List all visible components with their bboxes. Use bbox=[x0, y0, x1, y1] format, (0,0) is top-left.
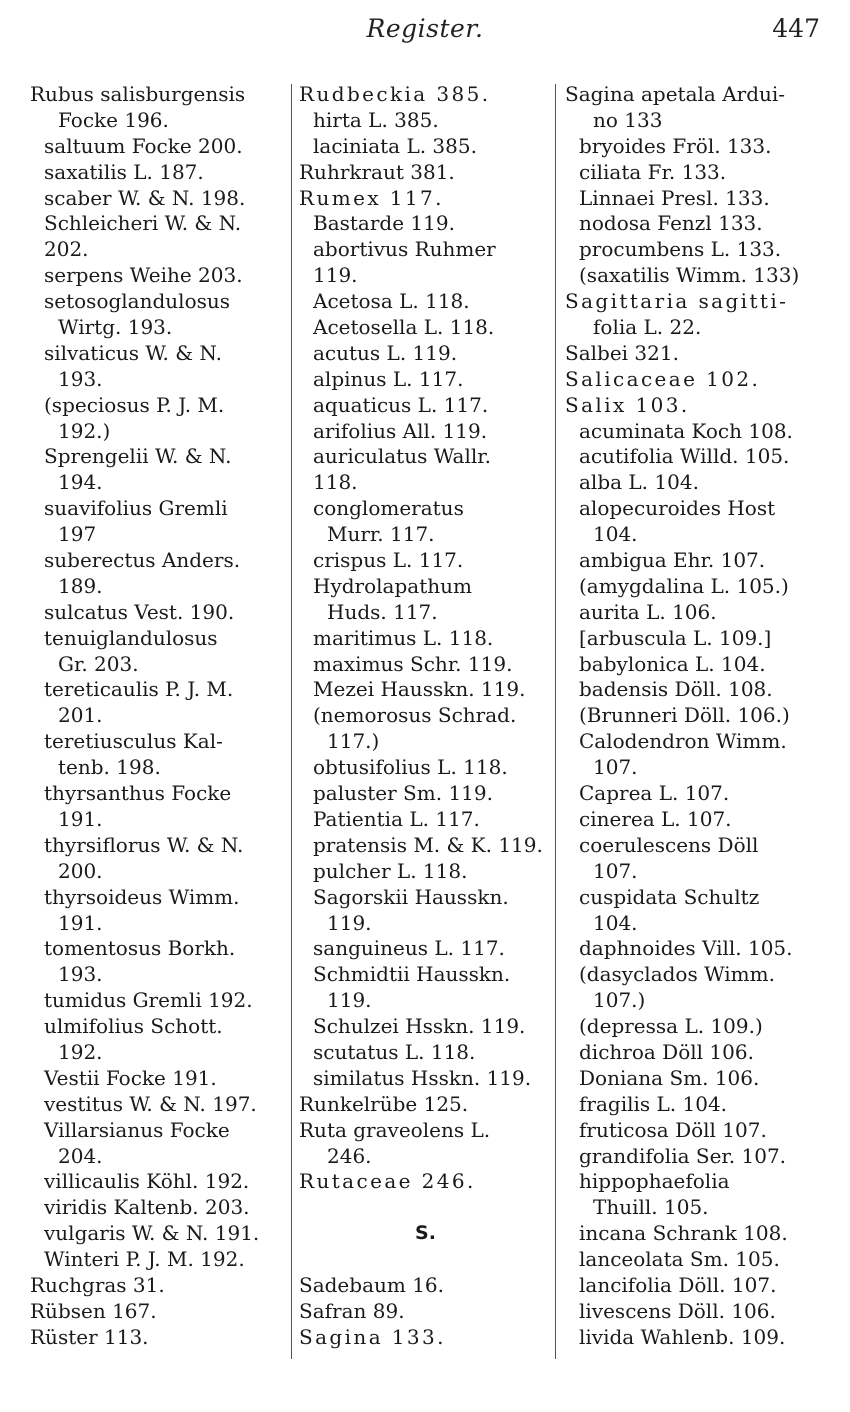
index-entry-line: tereticaulis P. J. M. bbox=[44, 677, 234, 702]
index-entry-line: Schmidtii Hausskn. bbox=[313, 962, 511, 987]
index-entry-line: 200. bbox=[58, 858, 103, 883]
index-entry-line: [arbuscula L. 109.] bbox=[579, 625, 772, 650]
index-entry-line: Doniana Sm. 106. bbox=[579, 1065, 760, 1090]
index-entry-line: 119. bbox=[313, 263, 358, 288]
index-entry-line: Wirtg. 193. bbox=[58, 315, 173, 340]
index-entry-line: babylonica L. 104. bbox=[579, 651, 766, 676]
index-entry-line: Linnaei Presl. 133. bbox=[579, 185, 770, 210]
index-entry-line: alopecuroides Host bbox=[579, 496, 776, 521]
index-entry-line: auriculatus Wallr. bbox=[313, 444, 491, 469]
index-entry-line: badensis Döll. 108. bbox=[579, 677, 773, 702]
index-entry-line: coerulescens Döll bbox=[579, 832, 759, 857]
index-entry-line: 104. bbox=[593, 910, 638, 935]
index-entry-line: tumidus Gremli 192. bbox=[44, 988, 253, 1013]
index-entry-line: fruticosa Döll 107. bbox=[579, 1117, 767, 1142]
index-entry-line: vestitus W. & N. 197. bbox=[44, 1091, 257, 1116]
index-entry-line: thyrsiflorus W. & N. bbox=[44, 832, 244, 857]
index-entry-line: suavifolius Gremli bbox=[44, 496, 228, 521]
index-entry-line: bryoides Fröl. 133. bbox=[579, 133, 772, 158]
index-entry-line: 104. bbox=[593, 522, 638, 547]
index-entry-line: 204. bbox=[58, 1143, 103, 1168]
index-entry-line: Acetosa L. 118. bbox=[313, 289, 470, 314]
index-entry-line: acutifolia Willd. 105. bbox=[579, 444, 790, 469]
index-entry-line: vulgaris W. & N. 191. bbox=[44, 1221, 260, 1246]
index-entry-line: cuspidata Schultz bbox=[579, 884, 760, 909]
index-entry-line: Thuill. 105. bbox=[593, 1195, 709, 1220]
index-entry-line: pulcher L. 118. bbox=[313, 858, 468, 883]
index-entry-line: setosoglandulosus bbox=[44, 289, 231, 314]
index-entry-line: suberectus Anders. bbox=[44, 548, 241, 573]
index-entry-line: scutatus L. 118. bbox=[313, 1039, 476, 1064]
index-entry-line: Sadebaum 16. bbox=[299, 1272, 444, 1297]
index-entry-line: Sagina apetala Ardui- bbox=[565, 82, 786, 106]
index-entry-line: tenuiglandulosus bbox=[44, 625, 218, 650]
index-entry-line: Rubus salisburgensis bbox=[30, 82, 246, 106]
index-entry-line: scaber W. & N. 198. bbox=[44, 185, 246, 210]
index-entry-line: aquaticus L. 117. bbox=[313, 392, 489, 417]
index-entry-line: 191. bbox=[58, 910, 103, 935]
index-entry-line: Calodendron Wimm. bbox=[579, 729, 787, 754]
index-entry-line: Mezei Hausskn. 119. bbox=[313, 677, 526, 702]
index-entry-line: thyrsanthus Focke bbox=[44, 781, 232, 806]
index-entry-line: viridis Kaltenb. 203. bbox=[44, 1195, 250, 1220]
index-entry-line: daphnoides Vill. 105. bbox=[579, 936, 793, 961]
index-entry-line: sulcatus Vest. 190. bbox=[44, 599, 235, 624]
index-entry-line: obtusifolius L. 118. bbox=[313, 755, 508, 780]
index-entry-line: hippophaefolia bbox=[579, 1169, 730, 1194]
index-entry-line: Ruhrkraut 381. bbox=[299, 159, 455, 184]
index-entry-line: cinerea L. 107. bbox=[579, 806, 732, 831]
index-entry-line: 201. bbox=[58, 703, 103, 728]
index-entry-line: alba L. 104. bbox=[579, 470, 699, 495]
index-entry-line: maritimus L. 118. bbox=[313, 625, 494, 650]
spacer bbox=[299, 1195, 552, 1221]
index-entry-line: villicaulis Köhl. 192. bbox=[44, 1169, 250, 1194]
index-entry-line: 202. bbox=[44, 237, 89, 262]
index-entry-line: 107.) bbox=[593, 988, 646, 1013]
index-entry-line: procumbens L. 133. bbox=[579, 237, 782, 262]
index-entry-line: Winteri P. J. M. 192. bbox=[44, 1247, 245, 1272]
index-entry-line: Bastarde 119. bbox=[313, 211, 455, 236]
index-entry-line: tenb. 198. bbox=[58, 755, 161, 780]
index-entry-line: conglomeratus bbox=[313, 496, 464, 521]
index-entry-line: 194. bbox=[58, 470, 103, 495]
index-entry-line: 119. bbox=[327, 988, 372, 1013]
index-entry-line: thyrsoideus Wimm. bbox=[44, 884, 240, 909]
index-entry-line: Rübsen 167. bbox=[30, 1298, 157, 1323]
index-entry-line: Ruchgras 31. bbox=[30, 1272, 165, 1297]
index-entry-line: livescens Döll. 106. bbox=[579, 1298, 776, 1323]
index-entry-line: saltuum Focke 200. bbox=[44, 133, 243, 158]
page-header bbox=[0, 14, 850, 54]
index-entry-line: abortivus Ruhmer bbox=[313, 237, 496, 262]
index-entry-line: Murr. 117. bbox=[327, 522, 435, 547]
index-entry-line: Runkelrübe 125. bbox=[299, 1091, 469, 1116]
index-entry-line: (Brunneri Döll. 106.) bbox=[579, 703, 790, 728]
index-entry-line: serpens Weihe 203. bbox=[44, 263, 243, 288]
index-entry-line: 246. bbox=[327, 1143, 372, 1168]
page-number: 447 bbox=[772, 14, 820, 43]
index-entry-line: grandifolia Ser. 107. bbox=[579, 1143, 787, 1168]
index-entry-line: Safran 89. bbox=[299, 1298, 405, 1323]
index-entry-line: Gr. 203. bbox=[58, 651, 139, 676]
column-divider bbox=[291, 84, 292, 1359]
column-divider bbox=[555, 84, 556, 1359]
index-entry-line: 192. bbox=[58, 1039, 103, 1064]
index-entry-line: tomentosus Borkh. bbox=[44, 936, 236, 961]
section-letter-heading: S. bbox=[415, 1222, 436, 1245]
index-entry-line: livida Wahlenb. 109. bbox=[579, 1324, 786, 1349]
index-entry-line: (depressa L. 109.) bbox=[579, 1014, 763, 1039]
index-entry-line: lancifolia Döll. 107. bbox=[579, 1272, 777, 1297]
index-entry-line: (dasyclados Wimm. bbox=[579, 962, 775, 987]
index-entry-line: Sprengelii W. & N. bbox=[44, 444, 232, 469]
index-entry-line: (nemorosus Schrad. bbox=[313, 703, 517, 728]
index-entry-line: acuminata Koch 108. bbox=[579, 418, 793, 443]
index-entry-line: Focke 196. bbox=[58, 107, 169, 132]
index-entry-line: paluster Sm. 119. bbox=[313, 781, 493, 806]
index-entry-line: fragilis L. 104. bbox=[579, 1091, 728, 1116]
index-entry-line: ciliata Fr. 133. bbox=[579, 159, 727, 184]
index-entry-line: Salbei 321. bbox=[565, 340, 679, 365]
index-entry-line: 193. bbox=[58, 366, 103, 391]
index-entry-line: pratensis M. & K. 119. bbox=[313, 832, 543, 857]
index-entry-line: Salix 103. bbox=[565, 392, 690, 417]
index-entry-line: aurita L. 106. bbox=[579, 599, 717, 624]
index-entry-line: 193. bbox=[58, 962, 103, 987]
index-entry-line: (amygdalina L. 105.) bbox=[579, 573, 789, 598]
index-entry-line: silvaticus W. & N. bbox=[44, 340, 222, 365]
index-entry-line: ambigua Ehr. 107. bbox=[579, 548, 766, 573]
spacer bbox=[299, 1247, 552, 1273]
index-entry-line: dichroa Döll 106. bbox=[579, 1039, 754, 1064]
index-entry-line: Schleicheri W. & N. bbox=[44, 211, 242, 236]
index-entry-line: Huds. 117. bbox=[327, 599, 438, 624]
index-entry-line: alpinus L. 117. bbox=[313, 366, 464, 391]
index-entry-line: Schulzei Hsskn. 119. bbox=[313, 1014, 526, 1039]
index-column-2 bbox=[299, 82, 552, 1351]
index-entry-line: acutus L. 119. bbox=[313, 340, 458, 365]
index-entry-line: Rüster 113. bbox=[30, 1324, 149, 1349]
index-entry-line: teretiusculus Kal- bbox=[44, 729, 223, 754]
index-entry-line: Hydrolapathum bbox=[313, 573, 472, 598]
index-entry-line: (speciosus P. J. M. bbox=[44, 392, 225, 417]
index-entry-line: Rutaceae 246. bbox=[299, 1169, 476, 1194]
index-entry-line: no 133 bbox=[593, 107, 663, 132]
index-entry-line: hirta L. 385. bbox=[313, 107, 439, 132]
index-entry-line: 119. bbox=[327, 910, 372, 935]
index-entry-line: 197 bbox=[58, 522, 97, 547]
index-column-3 bbox=[565, 82, 823, 1351]
index-entry-line: 118. bbox=[313, 470, 358, 495]
index-entry-line: laciniata L. 385. bbox=[313, 133, 477, 158]
index-entry-line: incana Schrank 108. bbox=[579, 1221, 788, 1246]
index-entry-line: Patientia L. 117. bbox=[313, 806, 480, 831]
index-entry-line: Sagorskii Hausskn. bbox=[313, 884, 509, 909]
index-entry-line: 117.) bbox=[327, 729, 380, 754]
index-entry-line: ulmifolius Schott. bbox=[44, 1014, 223, 1039]
index-entry-line: 192.) bbox=[58, 418, 111, 443]
index-entry-line: Ruta graveolens L. bbox=[299, 1117, 491, 1142]
index-entry-line: Vestii Focke 191. bbox=[44, 1065, 217, 1090]
index-entry-line: Rumex 117. bbox=[299, 185, 444, 210]
index-entry-line: Caprea L. 107. bbox=[579, 781, 730, 806]
running-head-title: Register. bbox=[366, 14, 484, 43]
index-entry-line: 107. bbox=[593, 858, 638, 883]
index-entry-line: 107. bbox=[593, 755, 638, 780]
index-column-1 bbox=[30, 82, 288, 1351]
index-entry-line: nodosa Fenzl 133. bbox=[579, 211, 763, 236]
index-entry-line: arifolius All. 119. bbox=[313, 418, 488, 443]
index-entry-line: Sagittaria sagitti- bbox=[565, 289, 789, 314]
index-entry-line: saxatilis L. 187. bbox=[44, 159, 204, 184]
index-entry-line: Sagina 133. bbox=[299, 1324, 446, 1349]
index-entry-line: similatus Hsskn. 119. bbox=[313, 1065, 532, 1090]
index-entry-line: Villarsianus Focke bbox=[44, 1117, 230, 1142]
index-entry-line: 189. bbox=[58, 573, 103, 598]
index-entry-line: maximus Schr. 119. bbox=[313, 651, 513, 676]
index-entry-line: Rudbeckia 385. bbox=[299, 82, 491, 106]
index-entry-line: Salicaceae 102. bbox=[565, 366, 761, 391]
index-entry-line: 191. bbox=[58, 806, 103, 831]
index-entry-line: lanceolata Sm. 105. bbox=[579, 1247, 780, 1272]
index-entry-line: Acetosella L. 118. bbox=[313, 315, 495, 340]
index-entry-line: folia L. 22. bbox=[593, 315, 702, 340]
index-entry-line: sanguineus L. 117. bbox=[313, 936, 505, 961]
index-entry-line: crispus L. 117. bbox=[313, 548, 464, 573]
index-entry-line: (saxatilis Wimm. 133) bbox=[579, 263, 800, 288]
